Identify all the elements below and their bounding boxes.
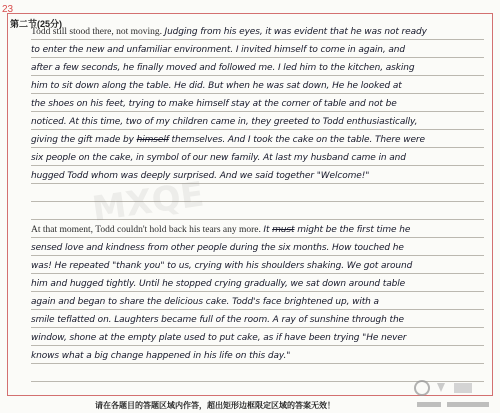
ruled-line: [31, 363, 484, 364]
ruled-line: [31, 165, 484, 166]
handwriting: themselves. And I took the cake on the table. There were: [168, 135, 425, 145]
paragraph1-line-7: [31, 134, 486, 146]
paragraph1-line-6: noticed. At this time, two of my children came in, they greeted to Todd enthusiastically,: [31, 117, 418, 127]
paragraph1-line-1: [31, 26, 486, 38]
ruled-line: [31, 327, 484, 328]
handwriting: Judging from his eyes, it was evident that he was not ready: [164, 27, 427, 37]
ruled-line: [31, 309, 484, 310]
ruled-line: [31, 111, 484, 112]
paragraph2-line-4: him and hugged tightly. Until he stopped crying gradually, we sat down around table: [31, 279, 406, 289]
paragraph2-printed-start: At that moment, Todd couldn't hold back his tears any more.: [31, 225, 261, 235]
paragraph1-line-3: after a few seconds, he finally moved and followed me. I led him to the kitchen, asking: [31, 63, 415, 73]
handwriting: might be the first time he: [294, 225, 411, 235]
ruled-line: [31, 147, 484, 148]
crossed-out-word: must: [272, 225, 295, 235]
ruled-line: [31, 291, 484, 292]
ruled-line: [31, 129, 484, 130]
ruled-line: [31, 255, 484, 256]
paragraph1-line-5: the shoes on his feet, trying to make himself stay at the corner of table and not be: [31, 99, 397, 109]
ruled-line: [31, 183, 484, 184]
crossed-out-word: himself: [136, 135, 169, 145]
paragraph2-line-5: again and began to share the delicious cake. Todd's face brightened up, with a: [31, 297, 379, 307]
handwriting: giving the gift made by: [31, 135, 137, 145]
ruled-line: [31, 273, 484, 274]
faint-watermark: MXQE: [89, 174, 207, 230]
ruled-line: [31, 75, 484, 76]
paragraph2-line-6: smile teflatted on. Laughters became full of the room. A ray of sunshine through the: [31, 315, 404, 325]
paragraph1-line-4: him to sit down along the table. He did. But when he was sat down, He he looked at: [31, 81, 402, 91]
paragraph2-line-7: window, shone at the empty plate used to put cake, as if have been trying "He never: [31, 333, 407, 343]
paragraph2-line-3: was! He repeated "thank you" to us, crying with his shoulders shaking. We got around: [31, 261, 413, 271]
paragraph2-line-8: knows what a big change happened in his life on this day.": [31, 351, 291, 361]
paragraph1-line-8: six people on the cake, in symbol of our new family. At last my husband came in and: [31, 153, 406, 163]
ruled-line: [31, 93, 484, 94]
paragraph1-printed-start: Todd still stood there, not moving.: [31, 27, 163, 37]
paragraph1-line-2: to enter the new and unfamiliar environment. I invited himself to come in again, and: [31, 45, 406, 55]
footer-note: 请在各题目的答题区域内作答，超出矩形边框限定区域的答案无效！: [95, 401, 335, 410]
paragraph1-line-9: hugged Todd whom was deeply surprised. And we said together "Welcome!": [31, 171, 370, 181]
ruled-line: [31, 39, 484, 40]
paragraph2-line-2: sensed love and kindness from other people during the six months. How touched he: [31, 243, 404, 253]
page-number: 23: [2, 4, 14, 15]
section-title: 第二节(25分): [10, 19, 63, 29]
ruled-line: [31, 345, 484, 346]
handwriting: It: [263, 225, 273, 235]
ruled-line: [31, 237, 484, 238]
corner-logo-icon: [412, 378, 494, 410]
ruled-line: [31, 57, 484, 58]
